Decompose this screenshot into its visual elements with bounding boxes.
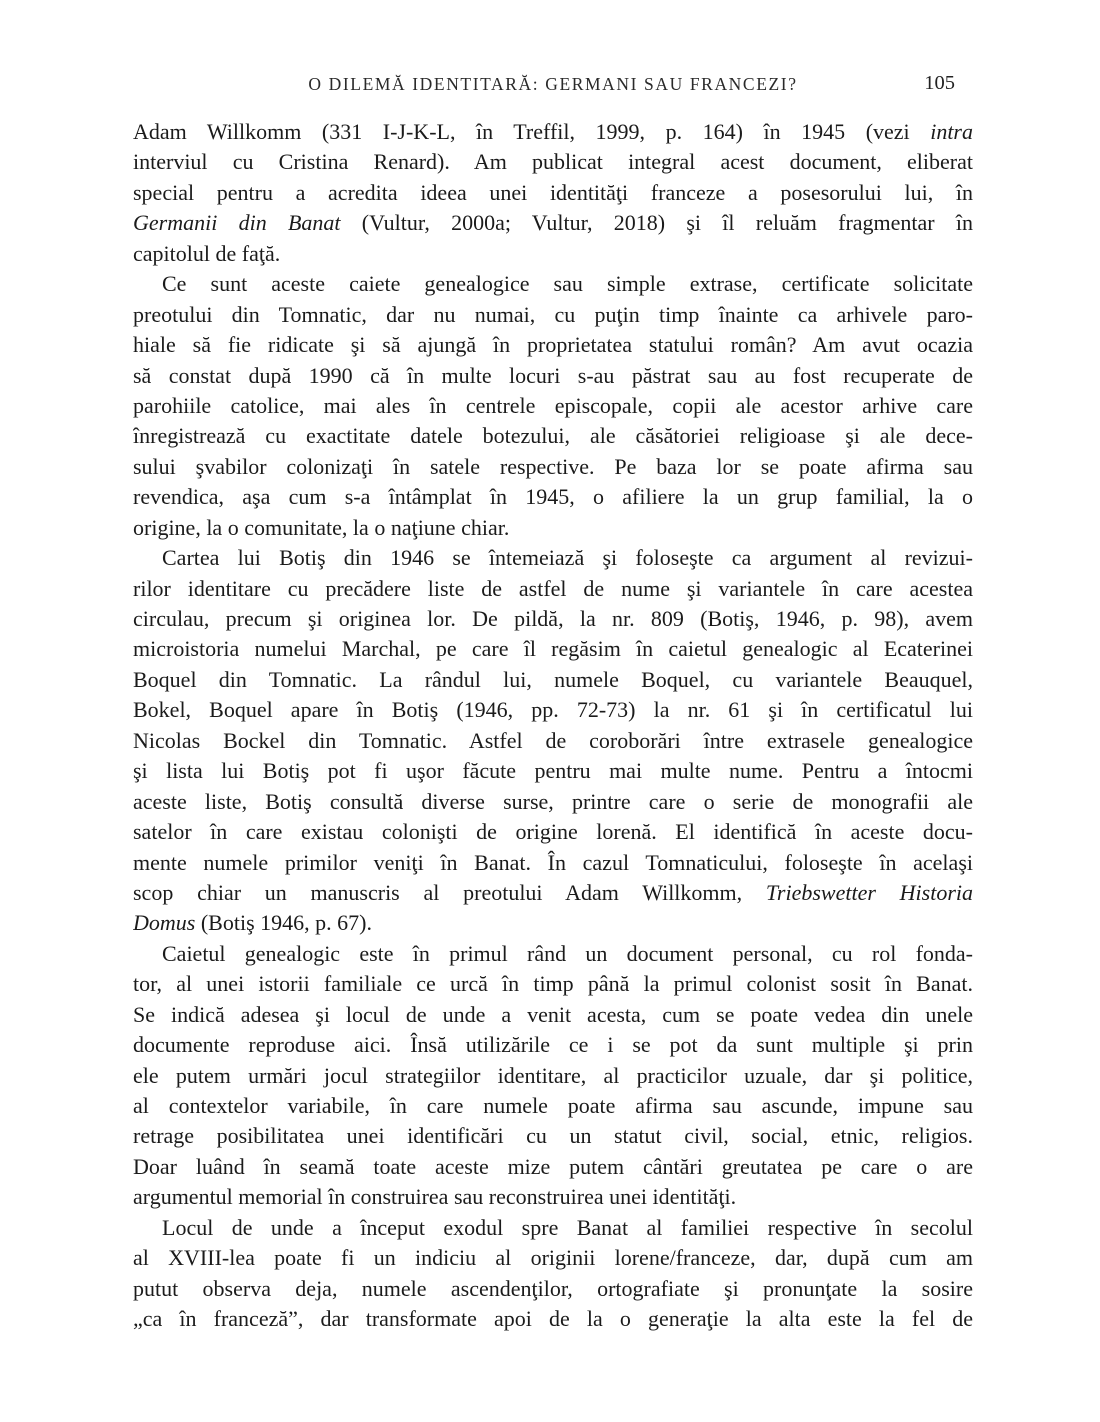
text-segment: argumentul memorial în construirea sau reconstruirea unei identităţi. <box>133 1184 737 1210</box>
text-segment: aceste liste, Botiş consultă diverse surse, printre care o serie de monografii ale <box>133 788 973 814</box>
text-line <box>133 391 973 421</box>
text-line <box>133 147 973 177</box>
italic-text-segment: Germanii din Banat <box>133 210 341 236</box>
text-segment: să constat după 1990 că în multe locuri s-au păstrat sau au fost recuperate de <box>133 362 973 388</box>
text-line <box>133 361 973 391</box>
text-segment: Doar luând în seamă toate aceste mize putem cântări greutatea pe care o are <box>133 1153 973 1179</box>
text-segment: Cartea lui Botiş din 1946 se întemeiază şi foloseşte ca argument al revizui- <box>162 545 973 571</box>
text-line <box>133 939 973 969</box>
text-line <box>133 665 973 695</box>
text-segment: documente reproduse aici. Însă utilizările ce i se pot da sunt multiple şi prin <box>133 1032 973 1058</box>
text-line <box>133 1182 973 1212</box>
running-header <box>133 74 973 102</box>
text-line <box>133 1061 973 1091</box>
text-line <box>133 726 973 756</box>
text-segment: circulau, precum şi originea lor. De pildă, la nr. 809 (Botiş, 1946, p. 98), avem <box>133 606 973 631</box>
text-line <box>133 513 973 543</box>
text-segment: tor, al unei istorii familiale ce urcă în timp până la primul colonist sosit în Banat. <box>133 971 973 997</box>
text-line <box>133 878 973 908</box>
text-line <box>133 787 973 817</box>
paragraph <box>133 543 973 939</box>
text-line <box>133 1091 973 1121</box>
text-line <box>133 1121 973 1151</box>
text-segment: sului şvabilor colonizaţi în satele respective. Pe baza lor se poate afirma sau <box>133 453 973 479</box>
page-body <box>133 117 973 1335</box>
text-segment: scop chiar un manuscris al preotului Adam Willkomm, <box>133 879 766 905</box>
text-line <box>133 330 973 360</box>
text-segment: rilor identitare cu precădere liste de astfel de nume şi variantele în care acestea <box>133 575 973 601</box>
text-line <box>133 848 973 878</box>
text-line <box>133 208 973 238</box>
text-line <box>133 421 973 451</box>
text-line <box>133 178 973 208</box>
text-line <box>133 452 973 482</box>
running-header-title: O DILEMĂ IDENTITARĂ: GERMANI SAU FRANCEZI? <box>308 74 798 94</box>
text-segment: hiale să fie ridicate şi să ajungă în proprietatea statului român? Am avut ocazia <box>133 332 973 358</box>
text-segment: al XVIII-lea poate fi un indiciu al originii lorene/franceze, dar, după cum am <box>133 1245 973 1271</box>
text-segment: „ca în franceză”, dar transformate apoi de la o generaţie la alta este la fel de <box>133 1306 973 1332</box>
paragraph <box>133 117 973 269</box>
text-segment: Boquel din Tomnatic. La rândul lui, numele Boquel, cu variantele Beauquel, <box>133 666 973 692</box>
text-line <box>133 604 973 634</box>
text-segment: revendica, aşa cum s-a întâmplat în 1945, o afiliere la un grup familial, la o <box>133 484 973 510</box>
text-segment: Adam Willkomm (331 I-J-K-L, în Treffil, 1999, p. 164) în 1945 (vezi <box>133 119 931 144</box>
italic-text-segment: Domus <box>133 910 196 936</box>
text-segment: putut observa deja, numele ascendenţilor, ortografiate şi pronunţate la sosire <box>133 1275 973 1301</box>
text-segment: înregistrează cu exactitate datele botezului, ale căsătoriei religioase şi ale dece- <box>133 423 973 449</box>
text-line <box>133 574 973 604</box>
text-line <box>133 695 973 725</box>
text-segment: Bokel, Boquel apare în Botiş (1946, pp. 72-73) la nr. 61 şi în certificatul lui <box>133 697 973 723</box>
text-line <box>133 908 973 938</box>
text-segment: interviul cu Cristina Renard). Am publicat integral acest document, eliberat <box>133 149 973 175</box>
text-line <box>133 117 973 147</box>
text-segment: şi lista lui Botiş pot fi uşor făcute pentru mai multe nume. Pentru a întocmi <box>133 758 973 784</box>
text-line <box>133 239 973 269</box>
text-segment: satelor în care existau colonişti de origine lorenă. El identifică în aceste docu- <box>133 819 973 845</box>
text-segment: microistoria numelui Marchal, pe care îl regăsim în caietul genealogic al Ecaterinei <box>133 636 973 662</box>
text-segment: origine, la o comunitate, la o naţiune chiar. <box>133 514 510 540</box>
text-segment: special pentru a acredita ideea unei identităţi franceze a posesorului lui, în <box>133 179 973 205</box>
text-segment: (Botiş 1946, p. 67). <box>195 910 372 936</box>
paragraph <box>133 939 973 1213</box>
text-line <box>133 1243 973 1273</box>
text-segment: (Vultur, 2000a; Vultur, 2018) şi îl reluăm fragmentar în <box>340 210 973 236</box>
text-segment: ele putem urmări jocul strategiilor identitare, al practicilor uzuale, dar şi politice, <box>133 1062 973 1088</box>
text-line <box>133 269 973 299</box>
text-segment: parohiile catolice, mai ales în centrele episcopale, copii ale acestor arhive care <box>133 392 973 418</box>
text-segment: Nicolas Bockel din Tomnatic. Astfel de coroborări între extrasele genealogice <box>133 727 973 753</box>
text-segment: Se indică adesea şi locul de unde a venit acesta, cum se poate vedea din unele <box>133 1001 973 1027</box>
text-line <box>133 634 973 664</box>
italic-text-segment: Triebswetter Historia <box>765 879 973 905</box>
text-segment: mente numele primilor veniţi în Banat. În cazul Tomnaticului, foloseşte în acelaşi <box>133 849 973 875</box>
text-segment: preotului din Tomnatic, dar nu numai, cu puţin timp înainte ca arhivele paro- <box>133 301 973 327</box>
text-line <box>133 756 973 786</box>
text-segment: Locul de unde a început exodul spre Banat al familiei respective în secolul <box>162 1214 973 1240</box>
text-line <box>133 543 973 573</box>
text-segment: retrage posibilitatea unei identificări cu un statut civil, social, etnic, religios. <box>133 1123 973 1149</box>
text-line <box>133 969 973 999</box>
text-segment: Caietul genealogic este în primul rând un document personal, cu rol fonda- <box>162 940 973 966</box>
paragraph <box>133 1213 973 1335</box>
italic-text-segment: intra <box>930 119 973 144</box>
text-line <box>133 1152 973 1182</box>
text-line <box>133 482 973 512</box>
paragraph <box>133 269 973 543</box>
text-line <box>133 1000 973 1030</box>
text-segment: Ce sunt aceste caiete genealogice sau simple extrase, certificate solicitate <box>162 271 973 297</box>
text-line <box>133 817 973 847</box>
text-line <box>133 1274 973 1304</box>
text-segment: capitolul de faţă. <box>133 240 281 266</box>
page-number: 105 <box>924 72 955 94</box>
text-segment: al contextelor variabile, în care numele poate afirma sau ascunde, impune sau <box>133 1093 973 1118</box>
text-line <box>133 1304 973 1334</box>
text-line <box>133 1213 973 1243</box>
text-line <box>133 1030 973 1060</box>
text-line <box>133 300 973 330</box>
